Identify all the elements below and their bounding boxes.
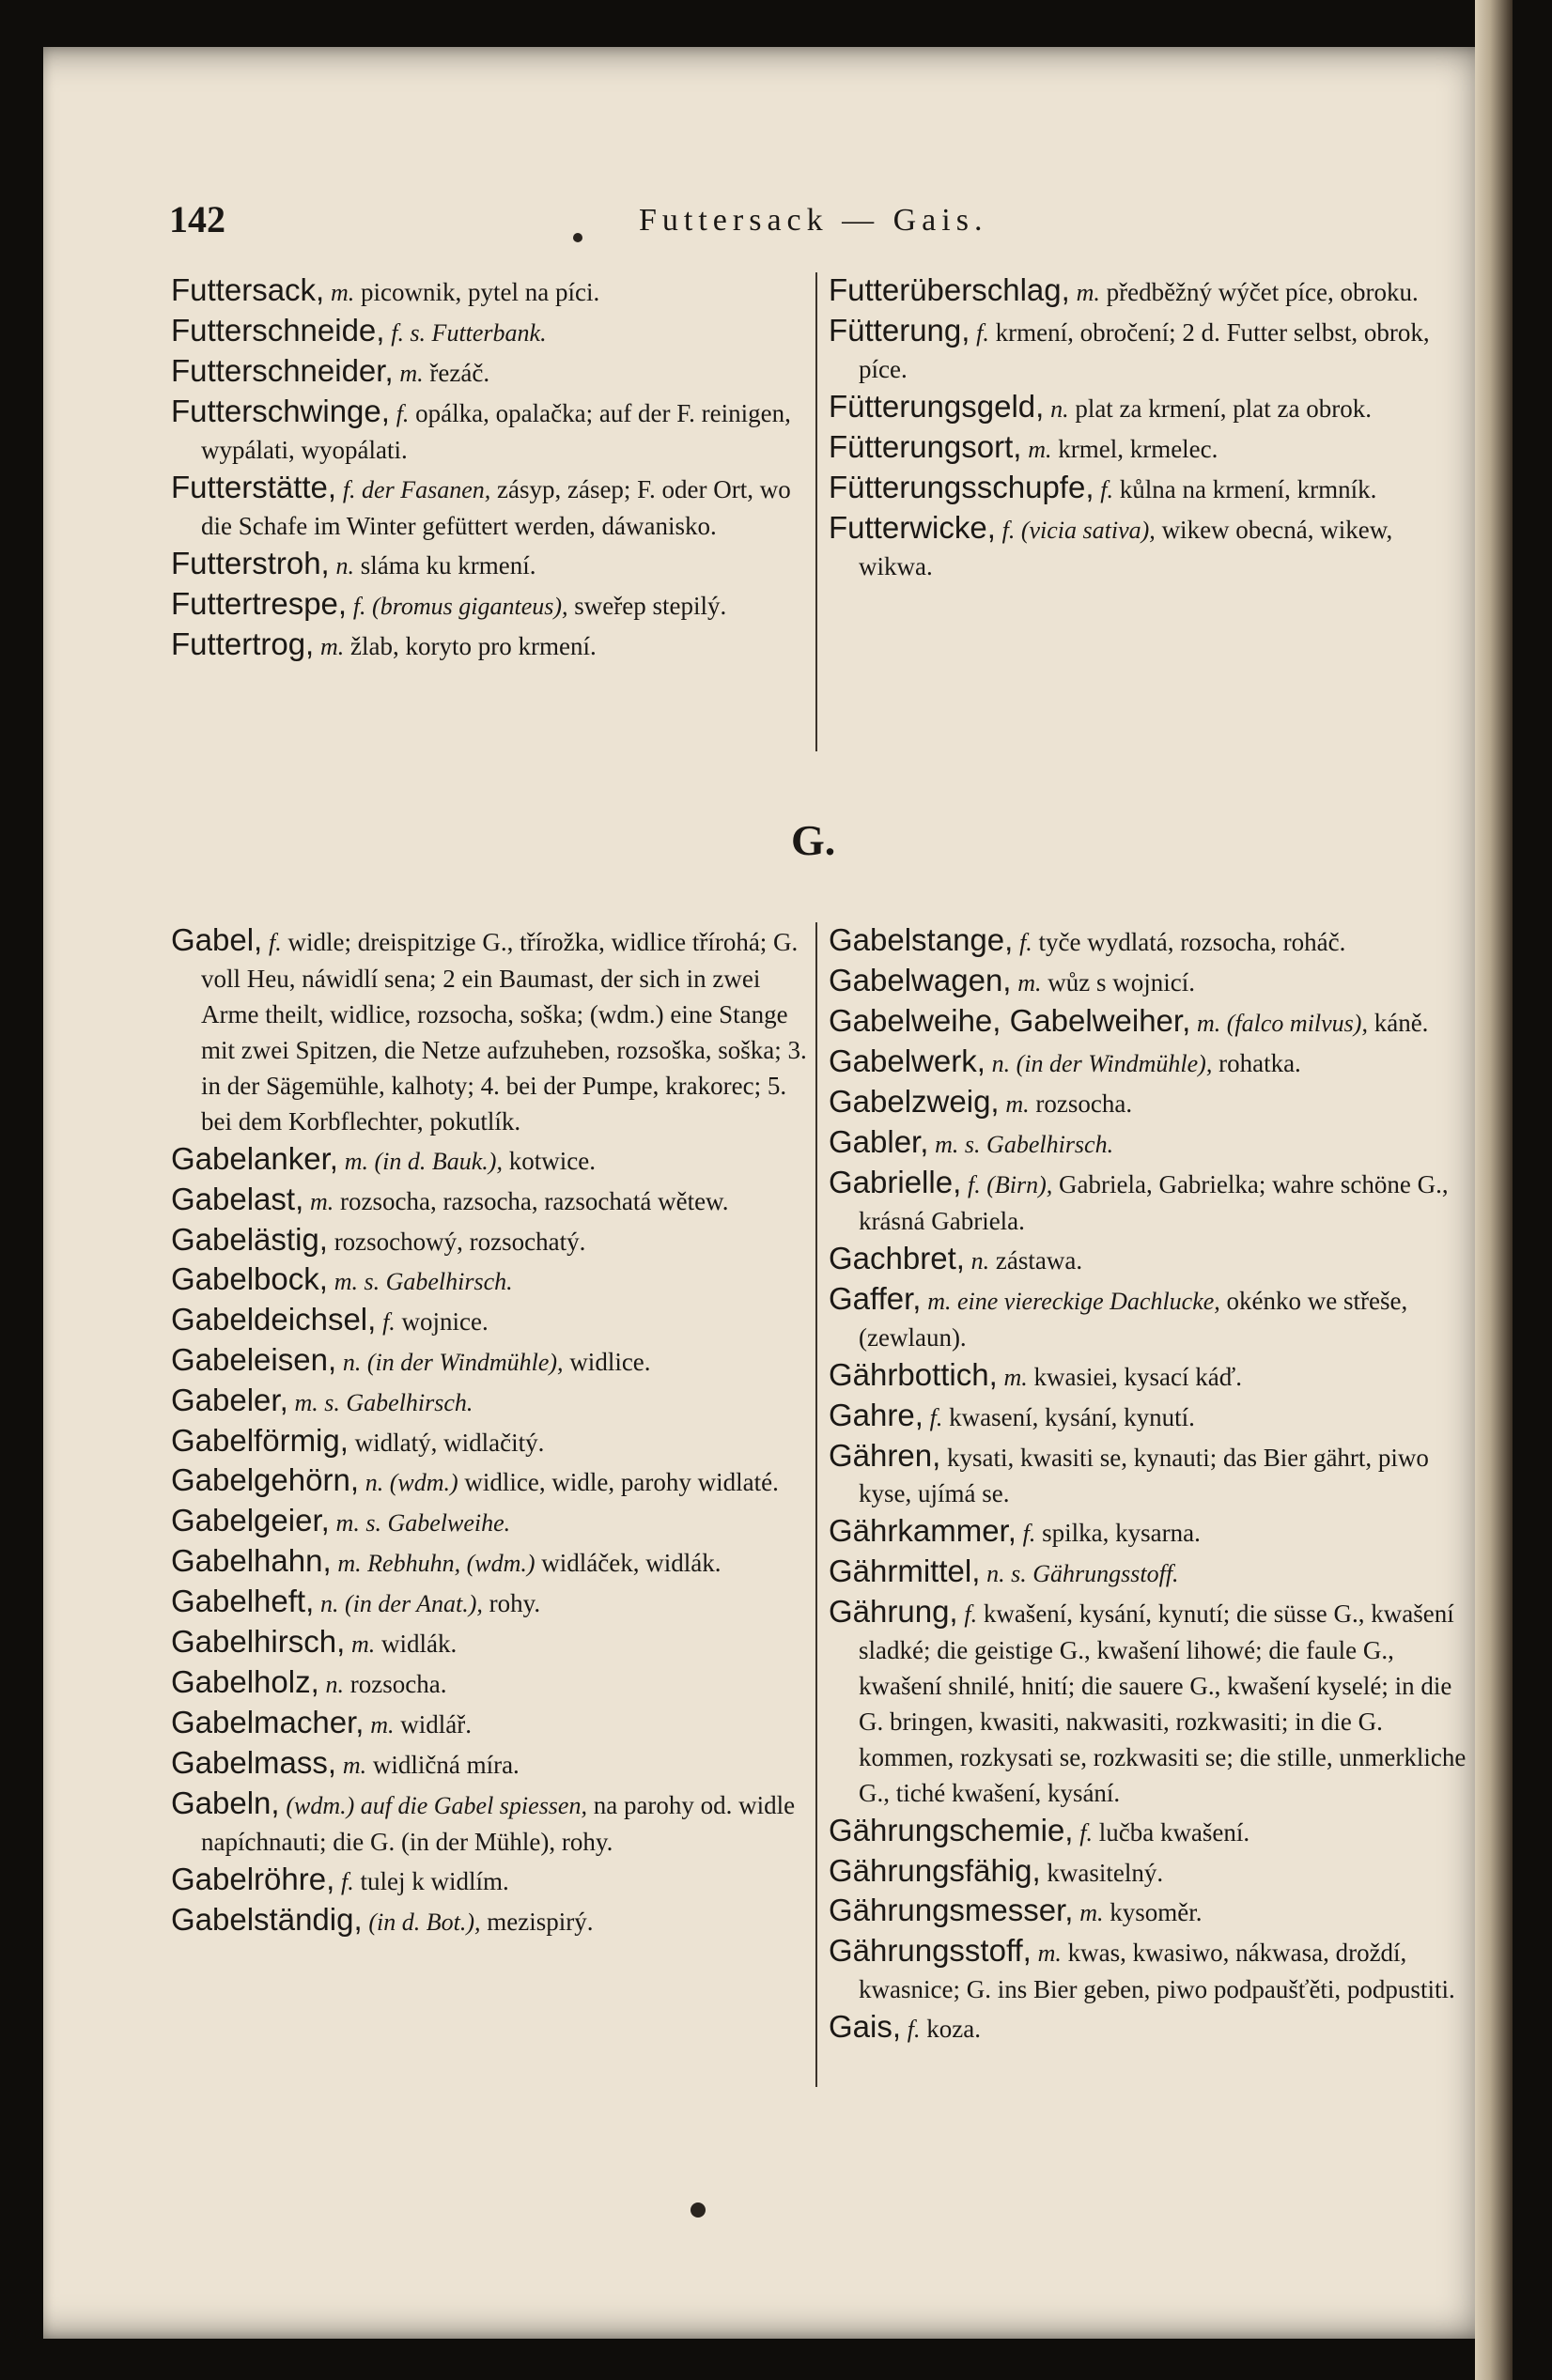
headword: Fütterungsort, — [829, 429, 1022, 464]
column-divider-bottom — [815, 922, 817, 2087]
headword: Gabelweihe, Gabelweiher, — [829, 1003, 1191, 1038]
dictionary-entry — [171, 1745, 810, 1784]
grammar-note: f. (vicia sativa), — [1001, 517, 1156, 544]
dictionary-entry — [171, 1664, 810, 1703]
grammar-note: f. — [1022, 1520, 1036, 1547]
dictionary-entry — [171, 1462, 810, 1501]
dictionary-entry — [171, 1261, 810, 1300]
headword: Gähren, — [829, 1438, 941, 1473]
page-number: 142 — [169, 198, 225, 240]
translation: wojnice. — [401, 1307, 489, 1336]
translation: rozsocha. — [1035, 1090, 1133, 1118]
dictionary-entry — [829, 2009, 1467, 2048]
headword: Gabelförmig, — [171, 1423, 349, 1458]
headword: Gabrielle, — [829, 1165, 962, 1199]
translation: mezispirý. — [487, 1908, 594, 1936]
translation: tyče wydlatá, rozsocha, roháč. — [1038, 928, 1346, 956]
dictionary-entry — [829, 510, 1467, 584]
dictionary-entry — [829, 1438, 1467, 1511]
dictionary-entry — [171, 1182, 810, 1220]
grammar-note: f. — [382, 1308, 396, 1336]
dictionary-entry — [829, 1813, 1467, 1851]
translation: widličná míra. — [372, 1751, 520, 1779]
translation: wůz s wojnicí. — [1048, 968, 1195, 997]
translation: kysati, kwasiti se, kynauti; das Bier gährt, piwo kyse, ujímá se. — [859, 1444, 1429, 1507]
headword: Gabelgeier, — [171, 1503, 330, 1538]
headword: Gährbottich, — [829, 1357, 998, 1392]
grammar-note: f. — [268, 929, 282, 956]
dictionary-entry — [829, 922, 1467, 961]
headword: Gabelheft, — [171, 1584, 315, 1618]
translation: widlatý, widlačitý. — [354, 1429, 545, 1457]
dictionary-entry — [171, 1543, 810, 1582]
translation: widlák. — [381, 1630, 458, 1658]
translation: spilka, kysarna. — [1042, 1519, 1201, 1547]
headword: Gährungsfähig, — [829, 1853, 1041, 1888]
grammar-note: f. — [1100, 476, 1113, 503]
headword: Futtertrog, — [171, 626, 315, 661]
headword: Gabelmass, — [171, 1745, 337, 1780]
dictionary-entry — [829, 1933, 1467, 2007]
dictionary-entry — [171, 1222, 810, 1260]
headword: Gabelanker, — [171, 1141, 338, 1176]
column-bottom-left — [171, 922, 810, 1942]
dictionary-entry — [829, 272, 1467, 311]
grammar-note: m. — [370, 1711, 395, 1739]
column-divider-top — [815, 272, 817, 751]
dictionary-entry — [829, 1357, 1467, 1396]
dictionary-entry — [171, 470, 810, 544]
headword: Futterschneide, — [171, 313, 385, 348]
dictionary-entry — [171, 626, 810, 665]
grammar-note: m. — [351, 1630, 376, 1658]
translation: kotwice. — [508, 1147, 596, 1175]
headword: Gabelwagen, — [829, 963, 1012, 997]
translation: opálka, opalačka; auf der F. reinigen, wypálati, wyopálati. — [201, 399, 791, 464]
translation: sláma ku krmení. — [360, 551, 536, 580]
translation: rozsocha. — [349, 1670, 447, 1698]
grammar-note: m. (falco milvus), — [1197, 1010, 1368, 1037]
section-letter: G. — [791, 816, 836, 864]
dictionary-entry — [171, 1423, 810, 1460]
dictionary-entry — [829, 389, 1467, 427]
translation: kwasiei, kysací káď. — [1033, 1363, 1242, 1391]
dictionary-entry — [829, 1281, 1467, 1355]
translation: widlice. — [569, 1348, 651, 1376]
headword: Futterschwinge, — [171, 394, 390, 428]
grammar-note: m. — [330, 279, 355, 306]
dictionary-entry — [171, 1785, 810, 1860]
headword: Gährkammer, — [829, 1513, 1017, 1548]
grammar-note: m. — [1076, 279, 1100, 306]
translation: rohy. — [489, 1589, 541, 1617]
grammar-note: f. — [396, 400, 410, 427]
headword: Fütterungsschupfe, — [829, 470, 1094, 504]
dictionary-entry — [171, 1342, 810, 1381]
grammar-note: f. s. Futterbank. — [391, 319, 547, 347]
dictionary-entry — [171, 1141, 810, 1180]
translation: wikew obecná, wikew, wikwa. — [859, 516, 1393, 580]
dictionary-entry — [829, 1553, 1467, 1592]
headword: Gabelzweig, — [829, 1084, 1000, 1119]
dictionary-entry — [829, 1893, 1467, 1931]
ink-dot — [691, 2202, 706, 2218]
grammar-note: m. — [310, 1188, 334, 1215]
translation: káně. — [1374, 1009, 1429, 1037]
translation: koza. — [926, 2015, 981, 2043]
headword: Gabler, — [829, 1124, 929, 1159]
headword: Gabelständig, — [171, 1902, 363, 1937]
dictionary-entry — [171, 272, 810, 311]
grammar-note: m. Rebhuhn, (wdm.) — [337, 1550, 535, 1577]
headword: Futterwicke, — [829, 510, 996, 545]
grammar-note: n. (in der Windmühle), — [342, 1349, 564, 1376]
grammar-note: f. — [341, 1868, 354, 1895]
headword: Gabelwerk, — [829, 1043, 986, 1078]
book-spine — [1475, 0, 1513, 2380]
dictionary-entry — [829, 470, 1467, 508]
grammar-note: f. — [976, 319, 989, 347]
grammar-note: f. (bromus giganteus), — [352, 593, 568, 620]
translation: rozsochowý, rozsochatý. — [334, 1228, 586, 1256]
headword: Gabelbock, — [171, 1261, 328, 1296]
grammar-note: f. — [1019, 929, 1032, 956]
headword: Futtersack, — [171, 272, 325, 307]
translation: kysoměr. — [1110, 1898, 1203, 1926]
headword: Gabelhahn, — [171, 1543, 332, 1578]
translation: zástawa. — [995, 1246, 1083, 1275]
ink-dot — [573, 233, 582, 242]
translation: rozsocha, razsocha, razsochatá wětew. — [340, 1187, 729, 1215]
grammar-note: m. — [1028, 436, 1052, 463]
grammar-note: f. der Fasanen, — [342, 476, 491, 503]
translation: kwasení, kysání, kynutí. — [949, 1403, 1195, 1431]
headword: Gabelstange, — [829, 922, 1014, 957]
grammar-note: m. — [319, 633, 345, 660]
headword: Futterüberschlag, — [829, 272, 1070, 307]
translation: okénko we střeše, (zewlaun). — [859, 1287, 1408, 1352]
translation: widlice, widle, parohy widlaté. — [464, 1468, 779, 1496]
grammar-note: (in d. Bot.), — [368, 1909, 481, 1936]
headword: Gabelröhre, — [171, 1862, 335, 1896]
dictionary-entry — [829, 963, 1467, 1001]
dictionary-entry — [171, 1503, 810, 1541]
grammar-note: n. — [335, 552, 354, 580]
dictionary-entry — [171, 1624, 810, 1662]
headword: Gabelholz, — [171, 1664, 319, 1699]
grammar-note: m. — [342, 1752, 367, 1779]
translation: lučba kwašení. — [1098, 1818, 1250, 1847]
grammar-note: n. — [325, 1671, 345, 1698]
dictionary-entry — [829, 1003, 1467, 1042]
translation: Gabriela, Gabrielka; wahre schöne G., krásná Gabriela. — [859, 1170, 1449, 1235]
dictionary-entry — [829, 1241, 1467, 1279]
column-top-left — [171, 272, 810, 667]
translation: kwas, kwasiwo, nákwasa, droždí, kwasnice; G. ins Bier geben, piwo podpaušťěti, podpustiti. — [859, 1939, 1455, 2003]
headword: Fütterung, — [829, 313, 970, 348]
dictionary-entry — [829, 1124, 1467, 1163]
headword: Gachbret, — [829, 1241, 965, 1275]
headword: Gabelhirsch, — [171, 1624, 346, 1659]
dictionary-entry — [171, 546, 810, 584]
grammar-note: f. — [964, 1600, 978, 1628]
dictionary-entry — [171, 1302, 810, 1340]
dictionary-entry — [829, 1084, 1467, 1122]
headword: Gährungsstoff, — [829, 1933, 1032, 1968]
headword: Gabelästig, — [171, 1222, 328, 1257]
headword: Futterschneider, — [171, 353, 394, 388]
dictionary-entry — [171, 353, 810, 392]
grammar-note: m. — [1017, 969, 1042, 997]
dictionary-entry — [829, 1165, 1467, 1239]
headword: Futterstätte, — [171, 470, 337, 504]
translation: widláček, widlák. — [541, 1549, 722, 1577]
grammar-note: m. s. Gabelhirsch. — [935, 1131, 1114, 1158]
headword: Gährungsmesser, — [829, 1893, 1074, 1927]
dictionary-entry — [171, 1862, 810, 1900]
translation: krmení, obročení; 2 d. Futter selbst, obrok, píce. — [859, 318, 1430, 383]
dictionary-entry — [829, 1513, 1467, 1552]
headword: Gabeldeichsel, — [171, 1302, 377, 1337]
grammar-note: f. — [907, 2016, 921, 2043]
translation: kwasitelný. — [1047, 1859, 1164, 1887]
translation: widle; dreispitzige G., třírožka, widlice třírohá; G. voll Heu, náwidlí sena; 2 ein Baumast, der sich in zwei Arme theilt, widlice, rozsocha, soška; (wdm.) eine Stange mit zwei Spitzen, die Netze aufzuheben, rozsoška, soška; 3. in der Sägemühle, kalhoty; 4. bei der Pumpe, krakorec; 5. bei dem Korbflechter, pokutlík. — [201, 928, 807, 1136]
grammar-note: m. — [399, 360, 424, 387]
translation: kwašení, kysání, kynutí; die süsse G., kwašení sladké; die geistige G., kwašení lihowé; die faule G., kwašení shnilé, hnití; die sauere G., kwašení kyselé; in die G. bringen, kwasiti, nakwasiti, rozkwasiti; in die G. kommen, rozkysati se, rozkwasiti se; die stille, unmerkliche G., tiché kwašení, kysání. — [859, 1600, 1467, 1807]
column-bottom-right — [829, 922, 1467, 2049]
grammar-note: n. s. Gährungsstoff. — [986, 1560, 1179, 1587]
grammar-note: m. s. Gabelhirsch. — [334, 1268, 513, 1295]
headword: Gabeler, — [171, 1383, 288, 1417]
grammar-note: m. — [1005, 1090, 1030, 1118]
grammar-note: m. — [1037, 1940, 1062, 1967]
grammar-note: n. — [1050, 395, 1069, 423]
dictionary-entry — [829, 1853, 1467, 1891]
grammar-note: m. eine viereckige Dachlucke, — [927, 1288, 1220, 1315]
dictionary-entry — [171, 1383, 810, 1421]
column-top-right — [829, 272, 1467, 586]
translation: žlab, koryto pro krmení. — [350, 632, 597, 660]
dictionary-entry — [829, 429, 1467, 468]
headword: Gaffer, — [829, 1281, 922, 1316]
grammar-note: n. (in der Anat.), — [320, 1590, 483, 1617]
grammar-note: (wdm.) auf die Gabel spiessen, — [286, 1792, 587, 1819]
grammar-note: f. (Birn), — [967, 1171, 1053, 1198]
translation: picownik, pytel na píci. — [361, 278, 600, 306]
headword: Gabeln, — [171, 1785, 280, 1820]
dictionary-entry — [171, 1705, 810, 1743]
headword: Gährungschemie, — [829, 1813, 1074, 1847]
dictionary-entry — [171, 922, 810, 1139]
dictionary-entry — [171, 1584, 810, 1622]
translation: na parohy od. widle napíchnauti; die G. (in der Mühle), rohy. — [201, 1791, 796, 1856]
translation: rohatka. — [1218, 1049, 1301, 1077]
dictionary-entry — [829, 313, 1467, 387]
headword: Gährmittel, — [829, 1553, 981, 1588]
translation: sweřep stepilý. — [574, 592, 727, 620]
translation: krmel, krmelec. — [1058, 435, 1218, 463]
grammar-note: m. s. Gabelweihe. — [335, 1509, 511, 1537]
grammar-note: f. — [1079, 1819, 1093, 1847]
running-head: Futtersack — Gais. — [639, 203, 988, 238]
translation: plat za krmení, plat za obrok. — [1075, 394, 1372, 423]
headword: Gabeleisen, — [171, 1342, 337, 1377]
headword: Futterstroh, — [171, 546, 330, 580]
dictionary-entry — [829, 1398, 1467, 1436]
grammar-note: n. (in der Windmühle), — [991, 1050, 1213, 1077]
translation: tulej k widlím. — [360, 1867, 509, 1895]
dictionary-entry — [171, 1902, 810, 1940]
headword: Futtertrespe, — [171, 586, 348, 621]
headword: Gahre, — [829, 1398, 923, 1432]
headword: Gabelmacher, — [171, 1705, 365, 1739]
headword: Fütterungsgeld, — [829, 389, 1045, 424]
grammar-note: f. — [929, 1404, 943, 1431]
dictionary-entry — [171, 586, 810, 625]
dictionary-entry — [829, 1594, 1467, 1811]
grammar-note: n. (wdm.) — [365, 1469, 458, 1496]
translation: zásyp, zásep; F. oder Ort, wo die Schafe im Winter gefüttert werden, dáwanisko. — [201, 475, 791, 540]
translation: řezáč. — [429, 359, 490, 387]
grammar-note: m. (in d. Bauk.), — [344, 1148, 503, 1175]
headword: Gabelgehörn, — [171, 1462, 359, 1497]
grammar-note: m. s. Gabelhirsch. — [294, 1389, 473, 1416]
headword: Gais, — [829, 2009, 902, 2044]
translation: widlář. — [400, 1710, 472, 1739]
headword: Gährung, — [829, 1594, 958, 1629]
dictionary-entry — [829, 1043, 1467, 1082]
grammar-note: n. — [970, 1247, 990, 1275]
grammar-note: m. — [1003, 1364, 1028, 1391]
translation: kůlna na krmení, krmník. — [1119, 475, 1377, 503]
grammar-note: m. — [1079, 1899, 1104, 1926]
headword: Gabel, — [171, 922, 263, 957]
page-header — [169, 197, 1466, 254]
headword: Gabelast, — [171, 1182, 304, 1216]
translation: předběžný wýčet píce, obroku. — [1106, 278, 1419, 306]
dictionary-entry — [171, 394, 810, 468]
dictionary-entry — [171, 313, 810, 351]
